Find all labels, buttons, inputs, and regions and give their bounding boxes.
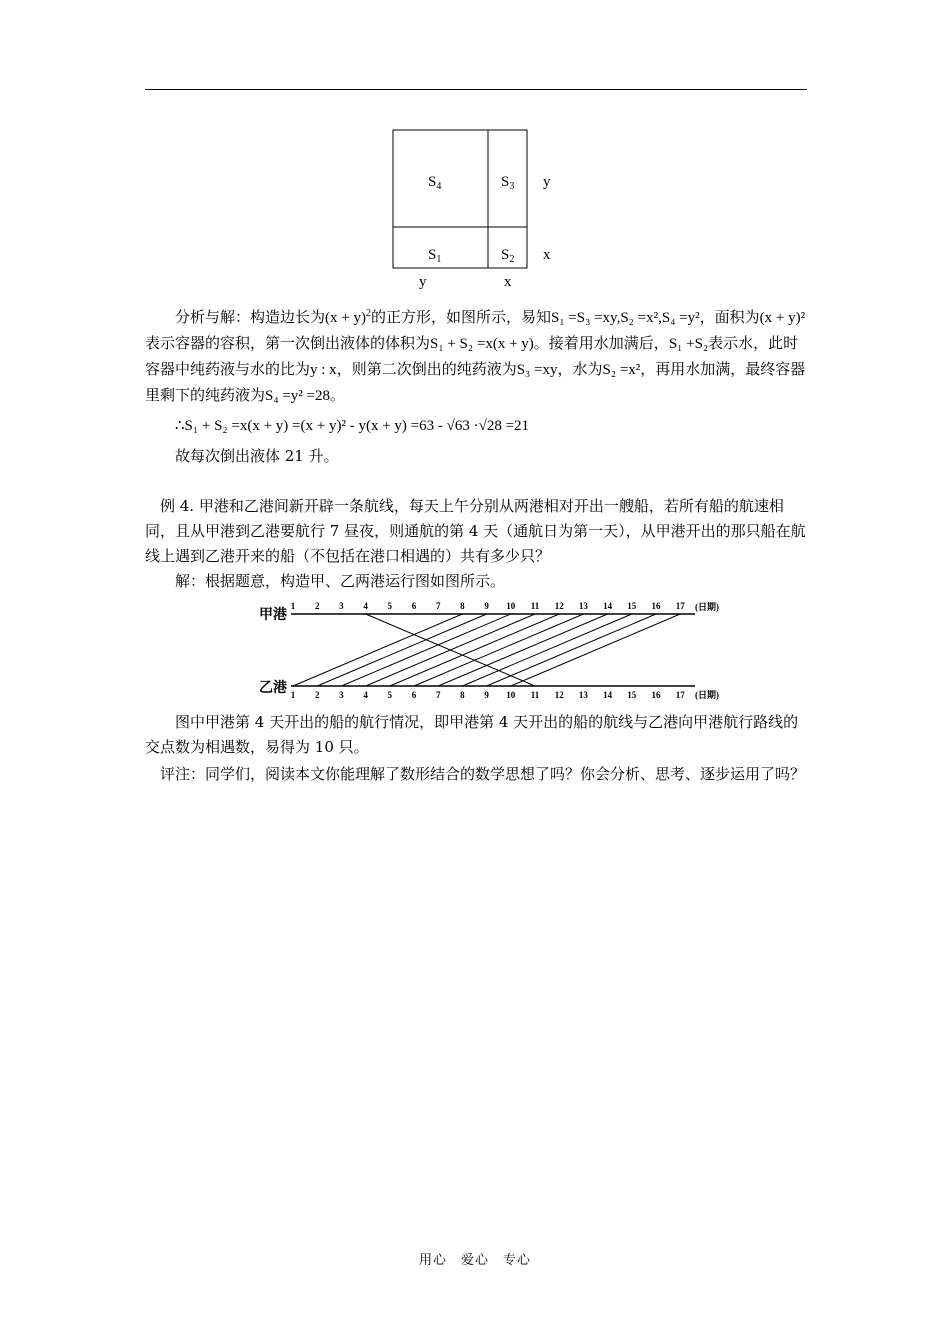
bottom-day-tick-10: 10 xyxy=(506,690,516,700)
bottom-port-label: 乙港 xyxy=(259,681,287,696)
analysis-formula: ∴S₁ + S₂ =x(x + y) =(x + y)² - y(x + y) =63 - √63 ·√28 =21 xyxy=(175,418,530,434)
top-day-tick-14: 14 xyxy=(603,601,613,611)
result-paragraph: 图中甲港第 4 天开出的船的航行情况，即甲港第 4 天开出的船的航线与乙港向甲港航行路线的交点数为相遇数，易得为 10 只。 xyxy=(145,713,799,756)
example4-solution: 解：根据题意，构造甲、乙两港运行图如图所示。 xyxy=(175,572,506,590)
top-day-tick-1: 1 xyxy=(290,601,296,611)
label-s3: $S_3$ xyxy=(501,174,515,192)
analysis-math-4a: S₂ =x² xyxy=(602,362,641,378)
label-s4: $S_4$ xyxy=(428,174,442,192)
label-bottom-right: x xyxy=(504,274,512,290)
yigang-ship-route-day-3 xyxy=(341,614,510,686)
bottom-day-tick-16: 16 xyxy=(651,690,661,700)
analysis-text-2a: 面积为 xyxy=(714,308,760,326)
analysis-text-4b: ，再用水加满，最终容器里剩下的纯药液为 xyxy=(145,360,806,404)
label-right-bottom: x xyxy=(543,247,551,263)
analysis-text-1c: ， xyxy=(699,308,715,326)
top-day-tick-16: 16 xyxy=(651,601,661,611)
yigang-ship-route-day-5 xyxy=(390,614,559,686)
analysis-text-3c: ，则第二次倒出的纯药液为 xyxy=(336,360,517,378)
top-day-tick-13: 13 xyxy=(578,601,588,611)
bottom-day-tick-5: 5 xyxy=(387,690,393,700)
analysis-math-1a: (x + y) xyxy=(325,310,366,326)
top-port-label: 甲港 xyxy=(259,608,287,623)
bottom-day-tick-9: 9 xyxy=(484,690,489,700)
top-day-tick-8: 8 xyxy=(460,601,465,611)
analysis-paragraph xyxy=(145,305,807,409)
analysis-text-4a: 水为 xyxy=(572,360,603,378)
bottom-day-tick-7: 7 xyxy=(435,690,441,700)
bottom-day-tick-11: 11 xyxy=(530,690,540,700)
analysis-text-4c: 。 xyxy=(330,386,346,404)
bottom-axis-unit: (日期) xyxy=(695,690,719,700)
analysis-math-3c: S₃ =xy xyxy=(516,362,558,378)
analysis-text-3d: ， xyxy=(557,360,573,378)
top-day-tick-10: 10 xyxy=(506,601,516,611)
yigang-ship-route-day-10 xyxy=(511,614,680,686)
analysis-text-1a: 分析与解：构造边长为 xyxy=(175,308,326,326)
yigang-ship-route-day-2 xyxy=(317,614,486,686)
bottom-day-tick-13: 13 xyxy=(578,690,588,700)
example4-question: 例 4. 甲港和乙港间新开辟一条航线，每天上午分别从两港相对开出一艘船，若所有船的航速相同，且从甲港到乙港要航行 7 昼夜，则通航的第 4 天（通航日为第一天），从甲港开出的那只船在航线上遇到乙港开来的船（不包括在港口相遇的）共有多少只？ xyxy=(145,497,806,565)
analysis-math-1b: S₁ =S₃ =xy,S₂ =x²,S₄ =y² xyxy=(550,310,700,326)
top-day-tick-11: 11 xyxy=(530,601,540,611)
analysis-math-3a: S₁ +S₂ xyxy=(668,336,709,352)
bottom-day-tick-6: 6 xyxy=(411,690,417,700)
top-day-tick-12: 12 xyxy=(554,601,564,611)
analysis-math-4b: S₄ =y² =28 xyxy=(265,388,331,404)
analysis-text-1b: 的正方形，如图所示，易知 xyxy=(370,308,551,326)
header-rule xyxy=(145,89,807,90)
bottom-day-tick-15: 15 xyxy=(627,690,637,700)
top-day-tick-15: 15 xyxy=(627,601,637,611)
top-day-tick-17: 17 xyxy=(675,601,685,611)
top-day-tick-9: 9 xyxy=(484,601,489,611)
analysis-math-3b: y : x xyxy=(310,362,337,378)
top-day-tick-3: 3 xyxy=(339,601,344,611)
port-schedule-diagram xyxy=(255,595,735,705)
bottom-day-tick-14: 14 xyxy=(603,690,613,700)
analysis-conclusion: 故每次倒出液体 21 升。 xyxy=(175,447,339,465)
top-day-tick-4: 4 xyxy=(363,601,368,611)
label-s2: $S_2$ xyxy=(501,247,515,265)
label-bottom-left: y xyxy=(419,274,427,290)
top-day-tick-2: 2 xyxy=(314,601,320,611)
analysis-text-2b: 表示容器的容积，第一次倒出液体的体积为 xyxy=(145,334,431,352)
analysis-math-2a: (x + y)² xyxy=(759,310,806,326)
label-s1: $S_1$ xyxy=(428,247,442,265)
analysis-text-2c: 。接着用水加 xyxy=(533,334,624,352)
top-day-tick-7: 7 xyxy=(435,601,441,611)
square-diagram xyxy=(380,120,580,295)
yigang-ship-route-day-6 xyxy=(414,614,583,686)
comment-paragraph: 评注：同学们，阅读本文你能理解了数形结合的数学思想了吗？你会分析、思考、逐步运用了吗？ xyxy=(160,765,806,783)
bottom-day-tick-4: 4 xyxy=(363,690,368,700)
top-day-tick-6: 6 xyxy=(411,601,417,611)
yigang-ship-route-day-8 xyxy=(462,614,631,686)
yigang-ship-route-day-1 xyxy=(293,614,462,686)
analysis-math-1a-sup: 2 xyxy=(365,308,371,319)
analysis-math-2b: S₁ + S₂ =x(x + y) xyxy=(430,336,534,352)
top-day-tick-5: 5 xyxy=(387,601,393,611)
analysis-text-3a: 满后， xyxy=(623,334,669,352)
yigang-ship-route-day-7 xyxy=(438,614,607,686)
bottom-day-tick-8: 8 xyxy=(460,690,465,700)
analysis-text-3b: 表示水，此时容器中纯药液与水的比为 xyxy=(145,334,799,378)
top-axis-unit: (日期) xyxy=(695,602,719,612)
footer-motto: 用心 爱心 专心 xyxy=(418,1253,531,1268)
bottom-day-tick-1: 1 xyxy=(290,690,296,700)
bottom-day-tick-17: 17 xyxy=(675,690,685,700)
label-right-top: y xyxy=(543,174,551,190)
bottom-day-tick-12: 12 xyxy=(554,690,564,700)
yigang-ship-route-day-9 xyxy=(487,614,656,686)
bottom-day-tick-2: 2 xyxy=(314,690,320,700)
bottom-day-tick-3: 3 xyxy=(339,690,344,700)
